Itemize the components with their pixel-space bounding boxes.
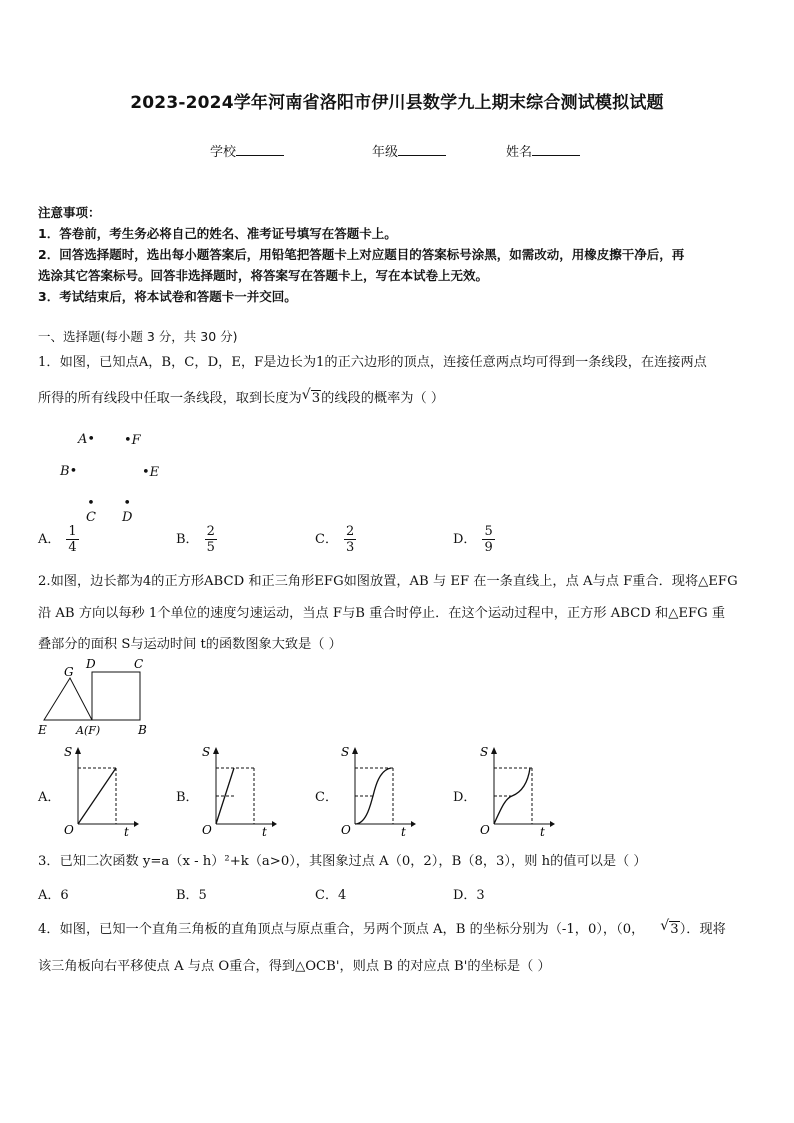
origin-o: O	[64, 823, 74, 837]
graph-d	[476, 742, 556, 837]
axis-t: t	[124, 825, 129, 837]
q2-line1: 2.如图，边长都为4的正方形ABCD 和正三角形EFG如图放置，AB 与 EF 在一条直线上，点 A与点 F重合．现将△EFG	[38, 574, 738, 589]
point-label-b: B•	[60, 464, 78, 479]
axis-s: S	[341, 745, 350, 759]
origin-o: O	[480, 823, 490, 837]
grade-field: 年级	[372, 141, 446, 160]
axis-t: t	[262, 825, 267, 837]
point-label-f: •F	[124, 433, 141, 448]
square-abcd	[92, 672, 140, 720]
note-item: 3．考试结束后，将本试卷和答题卡一并交回。	[38, 289, 297, 304]
label-b: B	[138, 723, 147, 737]
sqrt-expression: √ 3	[301, 387, 321, 406]
q3-option-d[interactable]: D．3	[453, 888, 485, 903]
note-item: 1．答卷前，考生务必将自己的姓名、准考证号填写在答题卡上。	[38, 226, 397, 241]
q1-option-c[interactable]: C． $\frac{2}{3}$	[315, 524, 355, 555]
graph-c	[337, 742, 417, 837]
point-label-e: •E	[142, 465, 160, 480]
graph-b	[198, 742, 278, 837]
label-e: E	[38, 723, 47, 737]
q3-option-c[interactable]: C．4	[315, 888, 347, 903]
q1-line2: 所得的所有线段中任取一条线段，取到长度为 √ 3的线段的概率为（ ）	[38, 387, 445, 406]
q2-option-b[interactable]: B．	[176, 790, 199, 805]
label-c: C	[134, 657, 144, 671]
q1-option-d[interactable]: D． $\frac{5}{9}$	[453, 524, 493, 555]
axis-s: S	[480, 745, 489, 759]
page-title: 2023-2024学年河南省洛阳市伊川县数学九上期末综合测试模拟试题	[130, 93, 664, 113]
label-d: D	[86, 657, 96, 671]
note-item: 2．回答选择题时，选出每小题答案后，用铅笔把答题卡上对应题目的答案标号涂黑，如需改动，用橡皮擦干净后，再	[38, 247, 685, 262]
q2-line3: 叠部分的面积 S与运动时间 t的函数图象大致是（ ）	[38, 637, 342, 652]
triangle-efg	[44, 678, 92, 720]
axis-t: t	[540, 825, 545, 837]
point-label-c: • C	[86, 496, 96, 525]
q3-option-b[interactable]: B．5	[176, 888, 207, 903]
point-label-d: • D	[122, 496, 133, 525]
label-af: A(F)	[76, 724, 101, 737]
q2-option-a[interactable]: A．	[38, 790, 61, 805]
origin-o: O	[341, 823, 351, 837]
notes-heading: 注意事项：	[38, 205, 101, 220]
note-item: 选涂其它答案标号。回答非选择题时，将答案写在答题卡上，写在本试卷上无效。	[38, 268, 489, 283]
graph-a	[60, 742, 140, 837]
square-triangle-figure	[34, 652, 164, 742]
school-field: 学校	[210, 141, 284, 160]
q2-line2: 沿 AB 方向以每秒 1个单位的速度匀速运动，当点 F与B 重合时停止．在这个运动过程中，正方形 ABCD 和△EFG 重	[38, 606, 726, 621]
q2-option-d[interactable]: D．	[453, 790, 477, 805]
q1-line1: 1．如图，已知点A，B，C，D，E，F是边长为1的正六边形的顶点，连接任意两点均可得到一条线段，在连接两点	[38, 355, 707, 370]
origin-o: O	[202, 823, 212, 837]
q4-line1: 4．如图，已知一个直角三角板的直角顶点与原点重合，另两个顶点 A，B 的坐标分别为（-1，0），（0， √ 3）．现将	[38, 918, 726, 937]
label-g: G	[64, 665, 74, 679]
q2-option-c[interactable]: C．	[315, 790, 338, 805]
point-label-a: A•	[78, 432, 96, 447]
section-heading: 一、选择题(每小题 3 分，共 30 分)	[38, 329, 238, 344]
q1-option-b[interactable]: B． $\frac{2}{5}$	[176, 524, 215, 555]
q3-text: 3．已知二次函数 y=a（x - h）²+k（a>0），其图象过点 A（0，2），B（8，3），则 h的值可以是（ ）	[38, 854, 647, 869]
q1-option-a[interactable]: A． $\frac{1}{4}$	[38, 524, 77, 555]
axis-s: S	[64, 745, 73, 759]
axis-s: S	[202, 745, 211, 759]
q3-option-a[interactable]: A．6	[38, 888, 69, 903]
name-field: 姓名	[506, 141, 580, 160]
axis-t: t	[401, 825, 406, 837]
q4-line2: 该三角板向右平移使点 A 与点 O重合，得到△OCB'，则点 B 的对应点 B'的坐标是（ ）	[38, 959, 551, 974]
sqrt-expression: √ 3	[660, 918, 679, 937]
